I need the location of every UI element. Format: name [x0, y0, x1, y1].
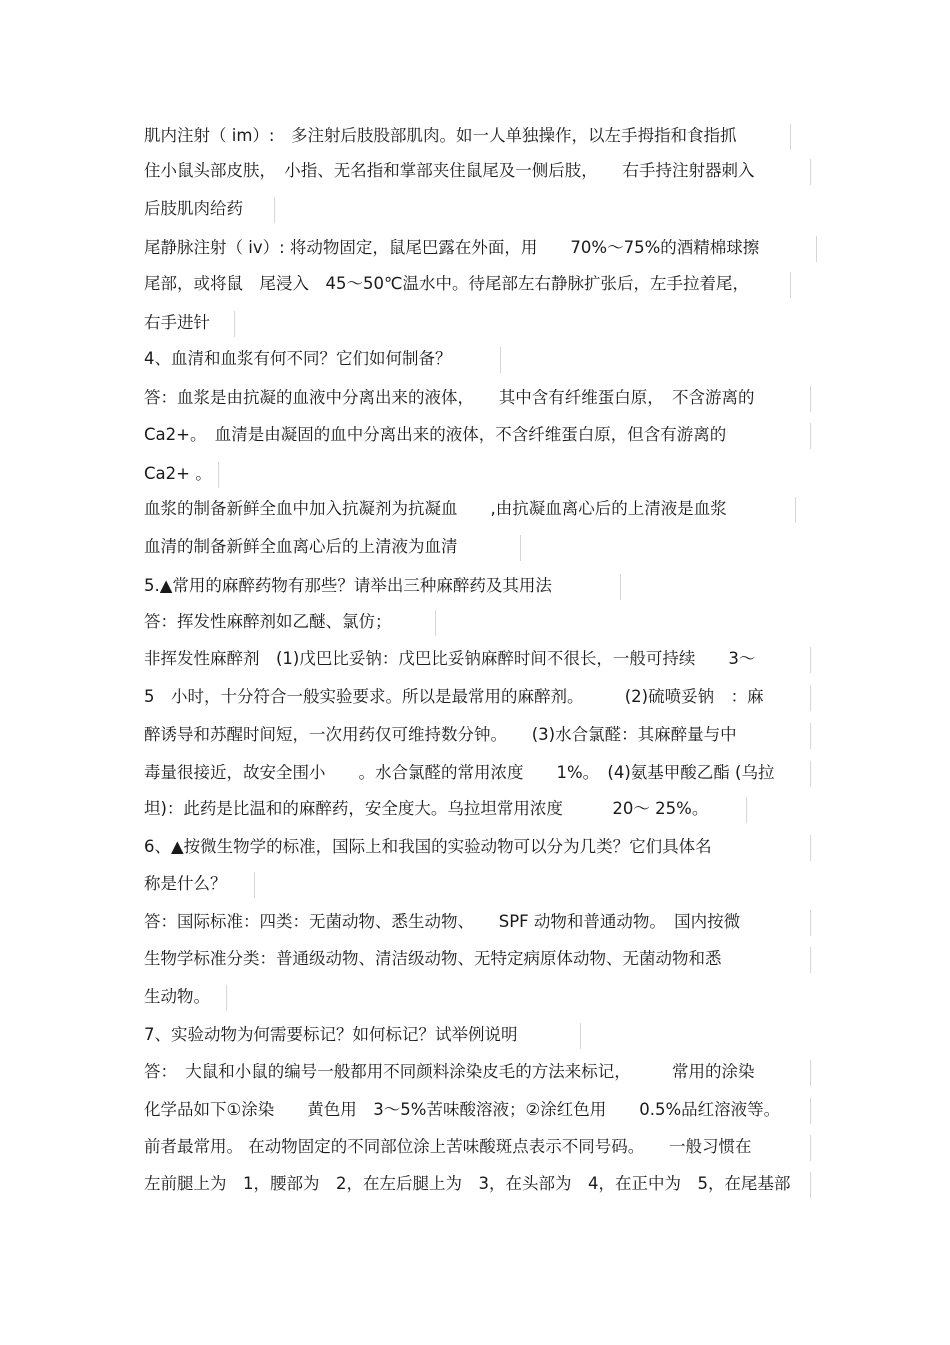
text-line: 5 小时，十分符合一般实验要求。所以是最常用的麻醉剂。 (2)硫喷妥钠 ：麻 — [144, 687, 764, 706]
line-end-marker — [254, 872, 255, 898]
line-end-marker — [790, 124, 791, 150]
text-line: 答：国际标准：四类：无菌动物、悉生动物、 SPF 动物和普通动物。 国内按微 — [144, 912, 741, 931]
text-line: 答：血浆是由抗凝的血液中分离出来的液体， 其中含有纤维蛋白原， 不含游离的 — [144, 388, 755, 407]
line-end-marker — [810, 159, 811, 185]
line-end-marker — [274, 197, 275, 223]
line-end-marker — [810, 761, 811, 787]
text-line: 尾部，或将鼠 尾浸入 45～50℃温水中。待尾部左右静脉扩张后，左手拉着尾， — [144, 274, 750, 293]
line-end-marker — [810, 647, 811, 673]
text-line: 5.▲常用的麻醉药物有那些？请举出三种麻醉药及其用法 — [144, 576, 552, 595]
line-end-marker — [810, 835, 811, 861]
line-end-marker — [810, 1135, 811, 1161]
line-end-marker — [810, 386, 811, 412]
line-end-marker — [746, 797, 747, 823]
text-line: 尾静脉注射（ iv）: 将动物固定，鼠尾巴露在外面，用 70%～75%的酒精棉球擦 — [144, 238, 760, 257]
line-end-marker — [500, 347, 501, 373]
line-end-marker — [810, 910, 811, 936]
line-end-marker — [810, 723, 811, 749]
line-end-marker — [790, 272, 791, 298]
text-line: 住小鼠头部皮肤， 小指、无名指和掌部夹住鼠尾及一侧后肢， 右手持注射器刺入 — [144, 161, 755, 180]
line-end-marker — [810, 685, 811, 711]
line-end-marker — [795, 497, 796, 523]
line-end-marker — [580, 1023, 581, 1049]
text-line: 坦)：此药是比温和的麻醉药，安全度大。乌拉坦常用浓度 20～ 25%。 — [144, 799, 709, 818]
line-end-marker — [810, 1172, 811, 1198]
line-end-marker — [520, 535, 521, 561]
text-line: Ca2+。 血清是由凝固的血中分离出来的液体，不含纤维蛋白原，但含有游离的 — [144, 425, 727, 444]
text-line: 非挥发性麻醉剂 (1)戊巴比妥钠：戊巴比妥钠麻醉时间不很长，一般可持续 3～ — [144, 649, 756, 668]
text-line: 生物学标准分类：普通级动物、清洁级动物、无特定病原体动物、无菌动物和悉 — [144, 949, 722, 968]
line-end-marker — [810, 1098, 811, 1124]
text-line: 左前腿上为 1，腰部为 2，在左后腿上为 3，在头部为 4，在正中为 5，在尾基部 — [144, 1174, 791, 1193]
line-end-marker — [226, 985, 227, 1011]
line-end-marker — [810, 1060, 811, 1086]
text-line: Ca2+ 。 — [144, 464, 212, 483]
line-end-marker — [810, 947, 811, 973]
text-line: 血浆的制备新鲜全血中加入抗凝剂为抗凝血 ,由抗凝血离心后的上清液是血浆 — [144, 499, 727, 518]
text-line: 答：挥发性麻醉剂如乙醚、氯仿； — [144, 612, 392, 631]
text-line: 生动物。 — [144, 987, 210, 1006]
line-end-marker — [218, 462, 219, 488]
text-line: 右手进针 — [144, 313, 210, 332]
text-line: 醉诱导和苏醒时间短，一次用药仅可维持数分钟。 (3)水合氯醛：其麻醉量与中 — [144, 725, 737, 744]
text-line: 血清的制备新鲜全血离心后的上清液为血清 — [144, 537, 458, 556]
text-line: 前者最常用。 在动物固定的不同部位涂上苦味酸斑点表示不同号码。 一般习惯在 — [144, 1137, 752, 1156]
text-line: 肌内注射（ im）: 多注射后肢股部肌肉。如一人单独操作，以左手拇指和食指抓 — [144, 126, 737, 145]
text-line: 后肢肌肉给药 — [144, 199, 243, 218]
text-line: 7、实验动物为何需要标记？如何标记？试举例说明 — [144, 1025, 518, 1044]
line-end-marker — [620, 574, 621, 600]
line-end-marker — [816, 236, 817, 262]
text-line: 毒量很接近，故安全围小 。水合氯醛的常用浓度 1%。 (4)氨基甲酸乙酯 (乌拉 — [144, 763, 775, 782]
text-line: 6、▲按微生物学的标准，国际上和我国的实验动物可以分为几类？它们具体名 — [144, 837, 712, 856]
text-line: 答： 大鼠和小鼠的编号一般都用不同颜料涂染皮毛的方法来标记， 常用的涂染 — [144, 1062, 755, 1081]
text-line: 称是什么？ — [144, 874, 227, 893]
line-end-marker — [810, 423, 811, 449]
line-end-marker — [435, 610, 436, 636]
text-line: 化学品如下①涂染 黄色用 3～5%苦味酸溶液；②涂红色用 0.5%品红溶液等。 — [144, 1100, 781, 1119]
text-line: 4、血清和血浆有何不同？它们如何制备？ — [144, 349, 452, 368]
line-end-marker — [234, 311, 235, 337]
